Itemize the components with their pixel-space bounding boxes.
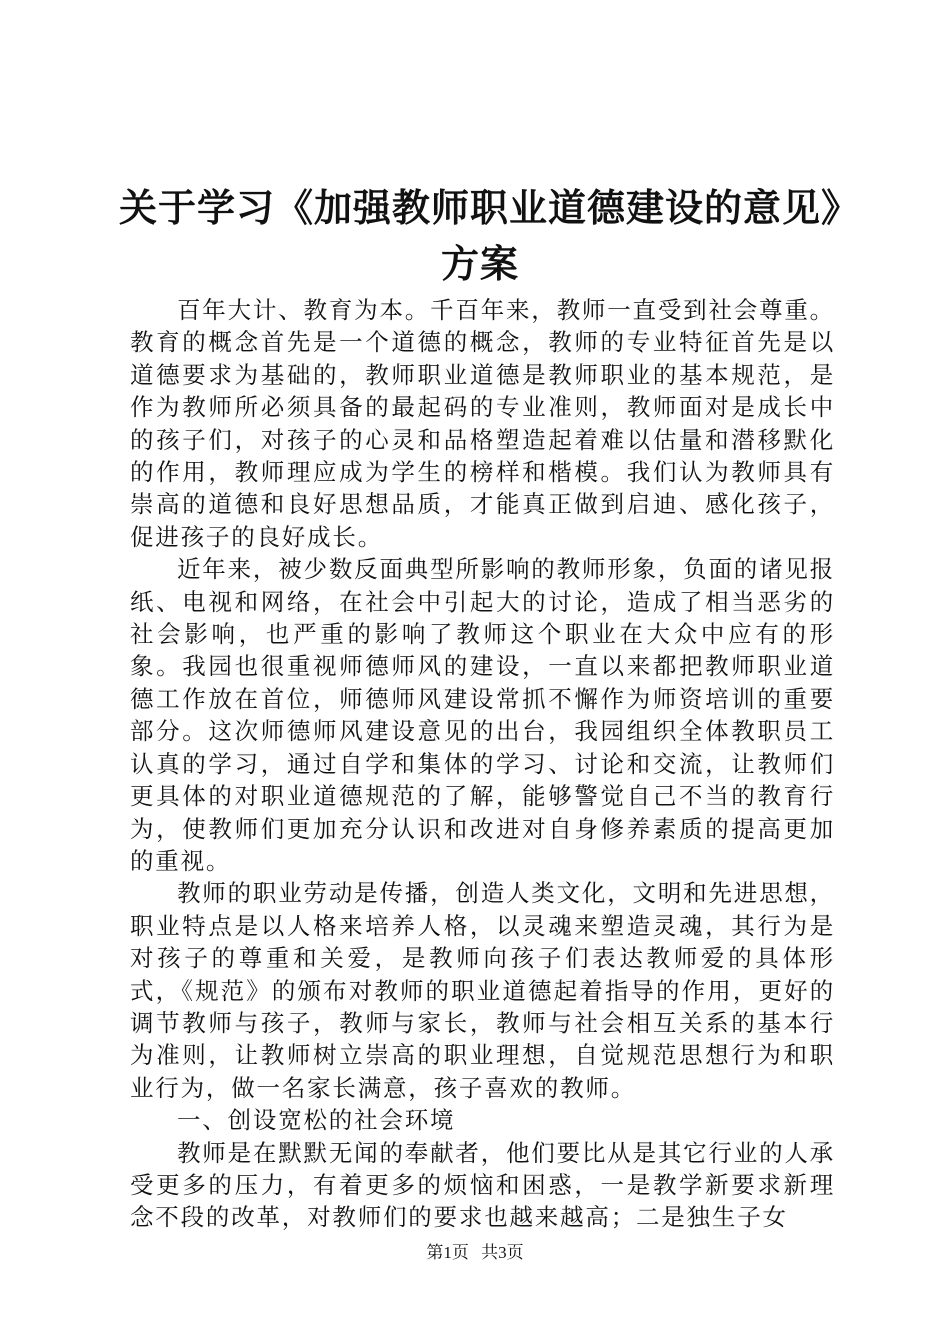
section-heading: 一、创设宽松的社会环境 (177, 1106, 456, 1135)
paragraph: 教师是在默默无闻的奉献者，他们要比从是其它行业的人承受更多的压力，有着更多的烦恼和困惑，一是教学新要求新理念不段的改革，对教师们的要求也越来越高；二是独生子女 (130, 1138, 835, 1232)
document-title: 关于学习《加强教师职业道德建设的意见》方案 (118, 185, 841, 286)
document-body (130, 294, 835, 1234)
page-footer (0, 1241, 950, 1265)
paragraph: 教师的职业劳动是传播，创造人类文化，文明和先进思想，职业特点是以人格来培养人格，以灵魂来塑造灵魂，其行为是对孩子的尊重和关爱，是教师向孩子们表达教师爱的具体形式，《规范》的颁布对教师的职业道德起着指导的作用，更好的调节教师与孩子，教师与家长，教师与社会相互关系的基本行为准则，让教师树立崇高的职业理想，自觉规范思想行为和职业行为，做一名家长满意，孩子喜欢的教师。 (130, 879, 835, 1102)
page-number: 第1页 (426, 1243, 469, 1262)
page-total: 共3页 (481, 1243, 524, 1262)
paragraph: 百年大计、教育为本。千百年来，教师一直受到社会尊重。教育的概念首先是一个道德的概念，教师的专业特征首先是以道德要求为基础的，教师职业道德是教师职业的基本规范，是作为教师所必须具备的最起码的专业准则，教师面对是成长中的孩子们，对孩子的心灵和品格塑造起着难以估量和潜移默化的作用，教师理应成为学生的榜样和楷模。我们认为教师具有崇高的道德和良好思想品质，才能真正做到启迪、感化孩子，促进孩子的良好成长。 (130, 296, 835, 551)
paragraph: 近年来，被少数反面典型所影响的教师形象，负面的诸见报纸、电视和网络，在社会中引起大的讨论，造成了相当恶劣的社会影响，也严重的影响了教师这个职业在大众中应有的形象。我园也很重视师德师风的建设，一直以来都把教师职业道德工作放在首位，师德师风建设常抓不懈作为师资培训的重要部分。这次师德师风建设意见的出台，我园组织全体教职员工认真的学习，通过自学和集体的学习、讨论和交流，让教师们更具体的对职业道德规范的了解，能够警觉自己不当的教育行为，使教师们更加充分认识和改进对自身修养素质的提高更加的重视。 (130, 555, 835, 875)
